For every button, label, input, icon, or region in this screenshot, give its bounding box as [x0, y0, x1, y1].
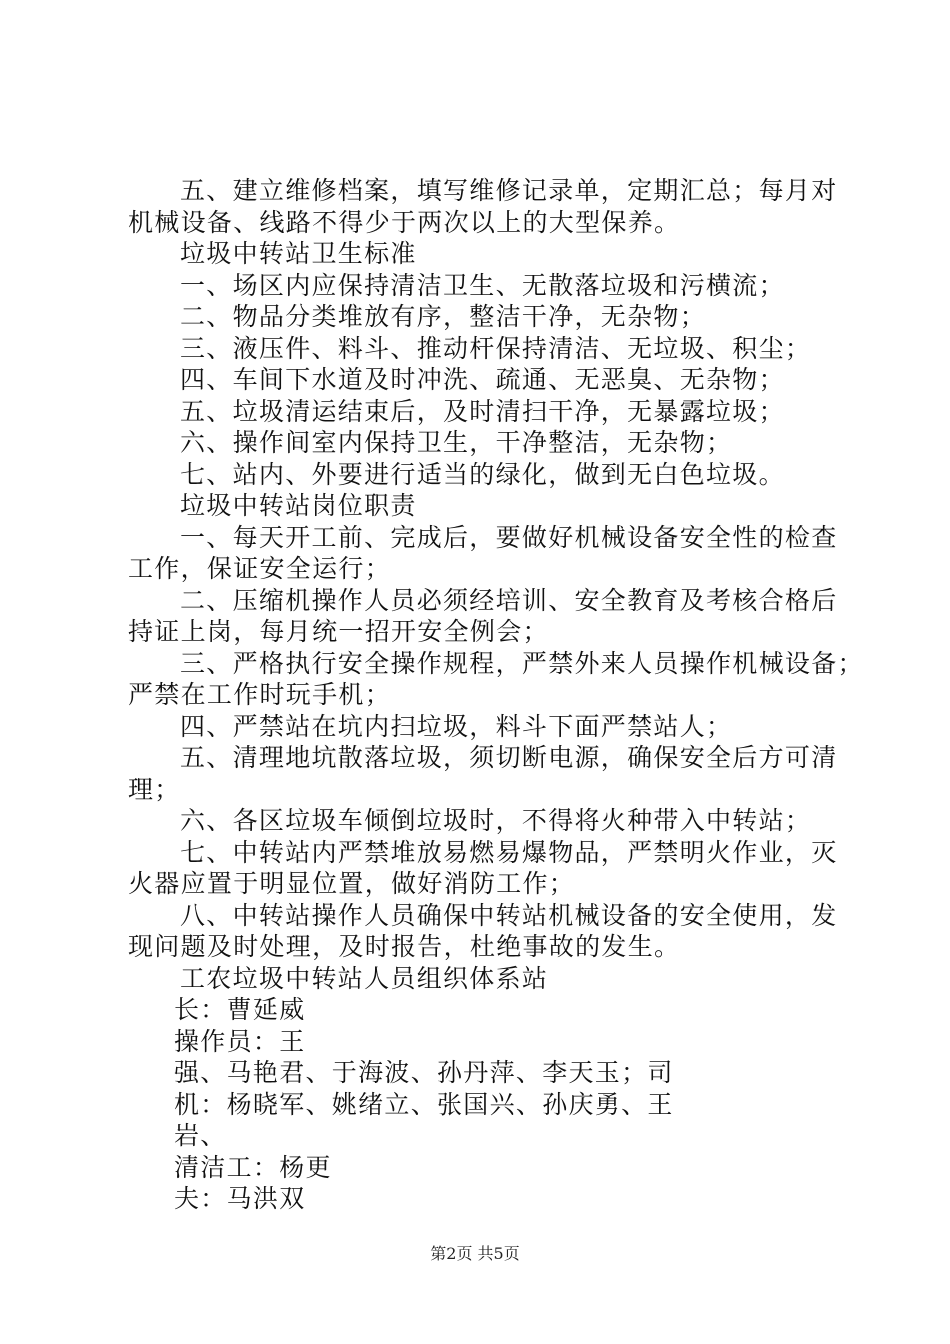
staff-line: 夫：马洪双 — [174, 1184, 306, 1213]
paragraph-line: 机械设备、线路不得少于两次以上的大型保养。 — [128, 207, 681, 237]
list-item: 七、站内、外要进行适当的绿化，做到无白色垃圾。 — [180, 459, 785, 489]
staff-line: 机：杨晓军、姚绪立、张国兴、孙庆勇、王 — [174, 1089, 674, 1119]
list-item: 二、压缩机操作人员必须经培训、安全教育及考核合格后 — [180, 585, 838, 615]
staff-line: 强、马艳君、于海波、孙丹萍、李天玉；司 — [174, 1058, 674, 1087]
section-heading: 垃圾中转站卫生标准 — [180, 239, 417, 268]
page-number-footer: 第2页 共5页 — [430, 1244, 520, 1263]
list-item: 七、中转站内严禁堆放易燃易爆物品，严禁明火作业，灭 — [180, 837, 838, 867]
list-item-continued: 严禁在工作时玩手机； — [128, 680, 392, 709]
list-item-continued: 持证上岗，每月统一招开安全例会； — [128, 617, 549, 646]
section-heading: 垃圾中转站岗位职责 — [180, 491, 417, 520]
staff-line: 清洁工：杨更 — [174, 1152, 332, 1182]
staff-line: 操作员：王 — [174, 1026, 306, 1056]
list-item-continued: 现问题及时处理，及时报告，杜绝事故的发生。 — [128, 932, 681, 961]
list-item: 一、每天开工前、完成后，要做好机械设备安全性的检查 — [180, 522, 838, 552]
list-item: 一、场区内应保持清洁卫生、无散落垃圾和污横流； — [180, 270, 785, 300]
list-item: 二、物品分类堆放有序，整洁干净，无杂物； — [180, 302, 707, 331]
list-item: 六、操作间室内保持卫生，干净整洁，无杂物； — [180, 428, 733, 457]
list-item: 三、严格执行安全操作规程，严禁外来人员操作机械设备； — [180, 648, 864, 678]
paragraph-line: 五、建立维修档案，填写维修记录单，定期汇总；每月对 — [180, 176, 838, 205]
section-heading: 工农垃圾中转站人员组织体系站 — [180, 963, 549, 993]
document-body — [128, 175, 864, 1215]
list-item: 五、垃圾清运结束后，及时清扫干净，无暴露垃圾； — [180, 396, 785, 426]
list-item: 八、中转站操作人员确保中转站机械设备的安全使用，发 — [180, 900, 838, 930]
list-item-continued: 火器应置于明显位置，做好消防工作； — [128, 869, 576, 898]
list-item-continued: 理； — [128, 774, 181, 804]
list-item: 四、严禁站在坑内扫垃圾，料斗下面严禁站人； — [180, 711, 733, 741]
list-item: 六、各区垃圾车倾倒垃圾时，不得将火种带入中转站； — [180, 806, 812, 835]
staff-line: 长：曹延威 — [174, 995, 306, 1024]
list-item: 五、清理地坑散落垃圾，须切断电源，确保安全后方可清 — [180, 743, 838, 772]
list-item-continued: 工作，保证安全运行； — [128, 554, 392, 583]
list-item: 三、液压件、料斗、推动杆保持清洁、无垃圾、积尘； — [180, 333, 812, 363]
staff-line: 岩、 — [174, 1121, 227, 1150]
list-item: 四、车间下水道及时冲洗、疏通、无恶臭、无杂物； — [180, 365, 785, 394]
